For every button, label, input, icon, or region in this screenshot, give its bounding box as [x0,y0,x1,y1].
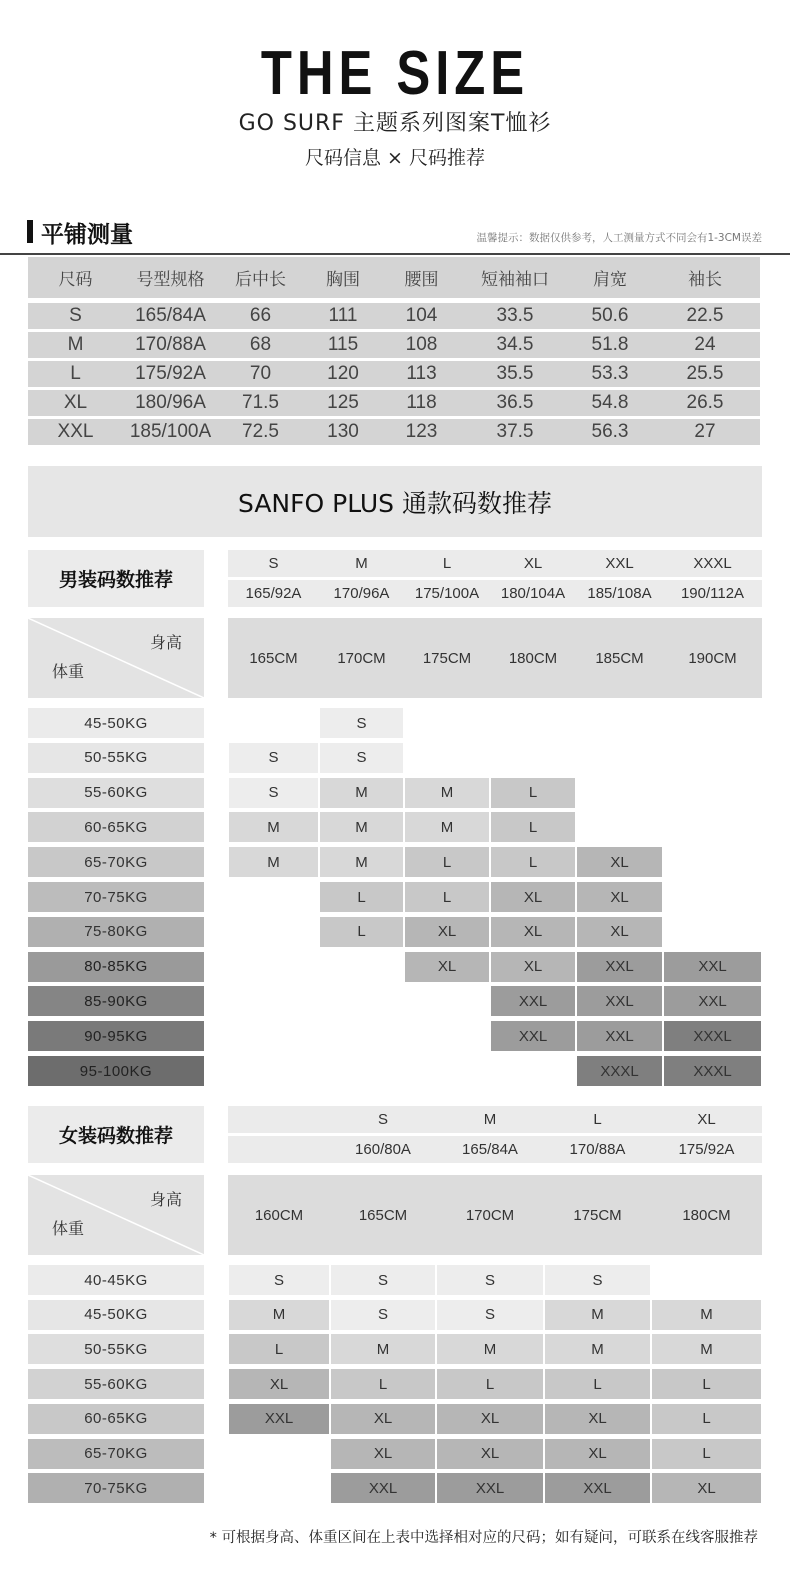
recommend-cell: S [229,1265,329,1295]
measure-cell: XL [63,392,88,413]
recommend-cell: S [545,1265,650,1295]
measure-cell: 108 [405,334,438,355]
recommend-cell: XXL [491,1021,575,1051]
measure-row [28,332,760,358]
measure-cell: 37.5 [496,421,534,442]
measure-cell: 25.5 [686,363,724,384]
recommend-cell: M [331,1334,435,1364]
measure-section-title: 平铺测量 [41,222,133,248]
measure-cell: 111 [328,305,358,326]
measure-cell: 33.5 [496,305,534,326]
spec-label: 175/92A [678,1141,735,1158]
weight-label: 55-60KG [28,778,204,808]
measure-cell: M [67,334,84,355]
recommend-cell: M [405,778,489,808]
measure-cell: 34.5 [496,334,534,355]
size-label: M [483,1111,497,1128]
height-label: 165CM [249,649,298,667]
measure-header-cell: 后中长 [235,270,286,290]
height-weight-header [28,1175,204,1255]
measure-cell: 53.3 [591,363,629,384]
recommend-banner: SANFO PLUS 通款码数推荐 [28,466,762,537]
recommend-cell: XXL [577,1021,662,1051]
weight-label: 45-50KG [28,1300,204,1330]
recommend-cell: XL [331,1439,435,1469]
spec-label: 160/80A [355,1141,411,1158]
recommend-cell: XL [491,882,575,912]
recommend-cell: XXL [664,952,761,982]
weight-label: 65-70KG [28,847,204,877]
measure-cell: 130 [327,421,359,442]
measure-cell: 22.5 [686,305,724,326]
recommend-cell: XXL [664,986,761,1016]
measure-row [28,303,760,329]
recommend-cell: S [331,1300,435,1330]
measure-cell: 24 [694,334,716,355]
measure-cell: 125 [327,392,359,413]
spec-label: 170/88A [569,1141,626,1158]
recommend-cell: XXL [491,986,575,1016]
spec-label: 165/92A [245,585,302,602]
section-subtitle: 尺码信息 × 尺码推荐 [305,147,485,169]
recommend-cell: XL [491,917,575,947]
recommend-cell: L [652,1439,761,1469]
weight-label: 45-50KG [28,708,204,738]
recommend-cell: L [320,882,403,912]
recommend-cell: XL [577,917,662,947]
section-marker [27,220,33,243]
measure-cell: 170/88A [135,334,206,355]
size-label: L [442,555,452,572]
height-label: 175CM [422,649,472,667]
recommend-cell: L [545,1369,650,1399]
footnote: * 可根据身高、体重区间在上表中选择相对应的尺码；如有疑问，可联系在线客服推荐 [209,1530,758,1546]
measure-cell: 70 [249,363,272,384]
spec-label: 190/112A [680,585,745,602]
recommend-cell: L [491,812,575,842]
recommend-cell: L [652,1369,761,1399]
weight-label: 60-65KG [28,812,204,842]
spec-label: 180/104A [500,585,566,602]
weight-axis-label: 体重 [52,1219,85,1238]
measure-cell: 165/84A [135,305,206,326]
measure-cell: 66 [249,305,272,326]
height-label: 185CM [595,649,644,667]
measure-cell: 180/96A [135,392,206,413]
recommend-cell: XL [331,1404,435,1434]
recommend-cell: XL [545,1439,650,1469]
size-label: M [355,555,368,572]
height-label: 170CM [337,649,386,667]
measure-cell: 35.5 [496,363,534,384]
recommend-cell: L [405,847,489,877]
recommend-cell: M [405,812,489,842]
recommend-cell: XL [577,882,662,912]
measure-cell: 51.8 [591,334,629,355]
recommend-cell: XL [545,1404,650,1434]
recommend-cell: M [229,1300,329,1330]
spec-label: 185/108A [587,585,652,602]
recommend-cell: XXXL [577,1056,662,1086]
measure-header-cell: 短袖袖口 [481,270,549,290]
chart-label: 女装码数推荐 [28,1106,204,1163]
recommend-cell: S [229,778,318,808]
height-axis-label: 身高 [149,1190,182,1209]
measure-row [28,361,760,387]
weight-axis-label: 体重 [52,662,85,681]
weight-label: 50-55KG [28,1334,204,1364]
recommend-cell: S [229,743,318,773]
height-label: 180CM [508,649,558,667]
recommend-cell: M [652,1300,761,1330]
recommend-cell: M [545,1334,650,1364]
measure-header-cell: 胸围 [326,270,360,290]
recommend-cell: L [320,917,403,947]
measure-cell: 185/100A [129,421,212,442]
product-subtitle: GO SURF 主题系列图案T恤衫 [238,111,552,136]
weight-label: 55-60KG [28,1369,204,1399]
measure-row [28,419,760,445]
measure-header-cell: 尺码 [58,270,93,290]
recommend-cell: L [229,1334,329,1364]
recommend-cell: L [491,778,575,808]
page-title: THE SIZE [260,39,530,108]
weight-label: 65-70KG [28,1439,204,1469]
recommend-cell: XXL [437,1473,543,1503]
measure-cell: S [69,305,82,326]
recommend-cell: L [491,847,575,877]
weight-label: 40-45KG [28,1265,204,1295]
recommend-cell: L [331,1369,435,1399]
size-label: XXL [605,555,634,572]
height-label: 165CM [358,1206,408,1224]
measure-cell: 120 [327,363,359,384]
spec-label: 165/84A [462,1141,518,1158]
weight-label: 80-85KG [28,952,204,982]
recommend-cell: L [405,882,489,912]
size-label: XL [697,1111,716,1128]
recommend-cell: XL [229,1369,329,1399]
size-label: XXXL [693,555,732,572]
measure-cell: 68 [249,334,272,355]
measure-cell: L [70,363,81,384]
measure-header-row [28,257,760,298]
recommend-cell: M [229,812,318,842]
spec-label: 175/100A [414,585,480,602]
chart-label: 男装码数推荐 [28,550,204,607]
measure-cell: 115 [327,334,359,355]
recommend-cell: M [652,1334,761,1364]
measure-cell: XXL [57,421,94,442]
size-label: S [377,1111,388,1128]
recommend-cell: S [331,1265,435,1295]
recommend-cell: XXXL [664,1021,761,1051]
spec-label: 170/96A [333,585,390,602]
recommend-cell: XL [491,952,575,982]
weight-label: 60-65KG [28,1404,204,1434]
weight-label: 95-100KG [28,1056,204,1086]
recommend-cell: XXL [577,986,662,1016]
recommend-cell: S [320,708,403,738]
height-label: 175CM [573,1206,622,1224]
recommend-cell: M [320,847,403,877]
measure-cell: 104 [405,305,438,326]
height-weight-header [28,618,204,698]
recommend-cell: XXL [577,952,662,982]
recommend-cell: XXL [331,1473,435,1503]
section-divider [0,253,790,255]
recommend-cell: S [437,1265,543,1295]
measure-cell: 71.5 [242,392,279,413]
measure-header-cell: 袖长 [688,270,722,290]
measure-cell: 72.5 [242,421,279,442]
height-label: 170CM [465,1206,515,1224]
recommend-cell: S [320,743,403,773]
measure-header-cell: 腰围 [404,270,439,290]
weight-label: 75-80KG [28,917,204,947]
recommend-cell: M [229,847,318,877]
recommend-cell: M [320,812,403,842]
recommend-cell: M [437,1334,543,1364]
measure-cell: 50.6 [591,305,629,326]
weight-label: 90-95KG [28,1021,204,1051]
measure-header-cell: 肩宽 [593,270,627,290]
measure-row [28,390,760,416]
weight-label: 85-90KG [28,986,204,1016]
recommend-cell: XXL [229,1404,329,1434]
measure-cell: 54.8 [591,392,629,413]
recommend-cell: XL [405,917,489,947]
measure-cell: 36.5 [496,392,534,413]
measure-cell: 27 [694,421,716,442]
weight-label: 70-75KG [28,1473,204,1503]
weight-label: 50-55KG [28,743,204,773]
height-label: 190CM [688,649,737,667]
height-axis-label: 身高 [149,633,182,652]
recommend-cell: XL [652,1473,761,1503]
recommend-cell: XL [437,1404,543,1434]
measure-cell: 26.5 [686,392,724,413]
weight-label: 70-75KG [28,882,204,912]
recommend-cell: M [545,1300,650,1330]
height-label: 160CM [254,1206,304,1224]
measure-note: 温馨提示：数据仅供参考，人工测量方式不同会有1-3CM误差 [476,232,762,244]
measure-cell: 118 [406,392,437,413]
measure-cell: 175/92A [135,363,206,384]
measure-header-cell: 号型规格 [136,270,205,290]
recommend-cell: XXXL [664,1056,761,1086]
size-label: XL [523,555,543,572]
size-label: L [593,1111,602,1128]
recommend-cell: XL [437,1439,543,1469]
measure-cell: 113 [406,363,437,384]
recommend-cell: S [437,1300,543,1330]
recommend-cell: XL [405,952,489,982]
recommend-cell: L [652,1404,761,1434]
size-label: S [268,555,279,572]
recommend-cell: L [437,1369,543,1399]
recommend-cell: XL [577,847,662,877]
measure-cell: 123 [405,421,438,442]
recommend-cell: M [320,778,403,808]
measure-cell: 56.3 [591,421,629,442]
height-label: 180CM [682,1206,731,1224]
recommend-cell: XXL [545,1473,650,1503]
